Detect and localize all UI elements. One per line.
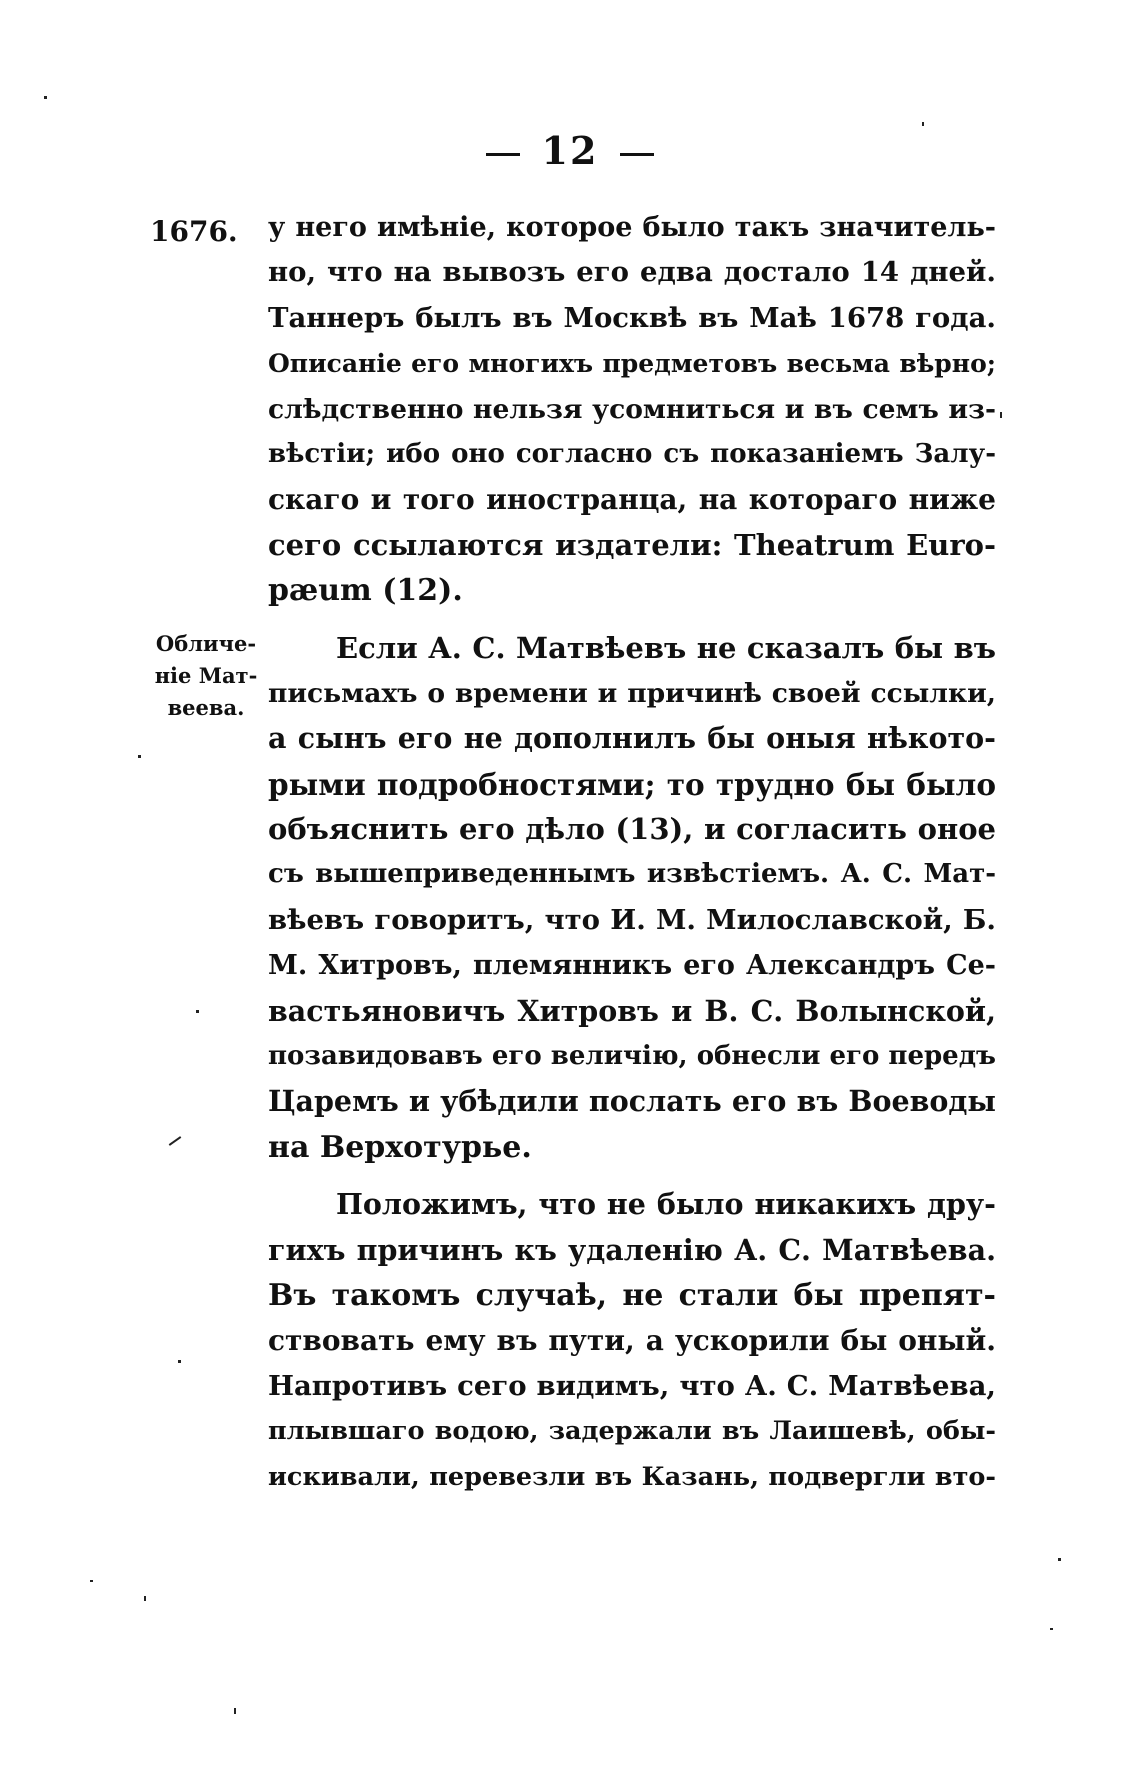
text-line: а сынъ его не дополнилъ бы оныя нѣкото-: [268, 721, 996, 756]
text-line: съ вышеприведеннымъ извѣстіемъ. А. С. Мат-: [268, 859, 996, 890]
text-line: сего ссылаются издатели: Theatrum Euro-: [268, 527, 996, 562]
text-line: ствовать ему въ пути, а ускорили бы оный.: [268, 1324, 996, 1358]
text-line: гихъ причинъ къ удаленію А. С. Матвѣева.: [268, 1232, 996, 1267]
scan-speck: [922, 122, 924, 126]
text-line: плывшаго водою, задержали въ Лаишевѣ, обы-: [268, 1416, 996, 1447]
text-line: Положимъ, что не было никакихъ дру-: [336, 1187, 996, 1222]
page-header: [0, 128, 1140, 173]
text-line: pæum (12).: [268, 573, 463, 609]
text-line: у него имѣніе, которое было такъ значитель-: [268, 212, 996, 243]
text-line: объяснить его дѣло (13), и согласить оное: [268, 812, 996, 847]
text-line: но, что на вывозъ его едва достало 14 дней.: [268, 256, 996, 289]
scan-speck: [1000, 412, 1002, 418]
scan-speck: [1058, 1558, 1061, 1561]
paragraph-1: [268, 205, 996, 614]
margin-note: [140, 628, 272, 724]
scan-speck: [234, 1708, 236, 1714]
text-line: искивали, перевезли въ Казань, подвергли вто-: [268, 1461, 996, 1492]
header-dash-right: [620, 153, 654, 156]
scan-speck: [138, 755, 141, 758]
text-line: вѣевъ говоритъ, что И. М. Милославской, Б.: [268, 903, 996, 936]
scan-speck: [90, 1580, 93, 1582]
scan-speck: [196, 1010, 199, 1013]
text-line: Описаніе его многихъ предметовъ весьма вѣрно;: [268, 349, 996, 379]
scan-speck: [178, 1360, 181, 1363]
margin-note-line: ніе Мат-: [154, 663, 258, 688]
text-line: слѣдственно нельзя усомниться и въ семъ из-: [268, 393, 996, 425]
scan-speck: [169, 1136, 182, 1146]
margin-note-line: Обличе-: [155, 631, 257, 656]
text-line: письмахъ о времени и причинѣ своей ссылки,: [268, 677, 996, 709]
scan-speck: [144, 1596, 146, 1601]
scan-speck: [1050, 1628, 1053, 1630]
scan-speck: [44, 96, 47, 99]
text-line: рыми подробностями; то трудно бы было: [268, 766, 996, 802]
header-dash-left: [486, 153, 520, 156]
paragraph-2: [268, 626, 996, 1171]
paragraph-3: [268, 1182, 996, 1500]
text-line: Напротивъ сего видимъ, что А. С. Матвѣева,: [268, 1369, 996, 1402]
text-line: вѣстіи; ибо оно согласно съ показаніемъ Залу-: [268, 438, 996, 469]
text-body: [268, 205, 996, 1500]
text-line: Таннеръ былъ въ Москвѣ въ Маѣ 1678 года.: [268, 301, 996, 334]
text-line: Царемъ и убѣдили послать его въ Воеводы: [268, 1084, 996, 1119]
text-line: Если А. С. Матвѣевъ не сказалъ бы въ: [336, 630, 996, 665]
text-line: скаго и того иностранца, на котораго ниже: [268, 483, 996, 517]
text-line: Въ такомъ случаѣ, не стали бы препят-: [268, 1277, 996, 1313]
margin-note-line: веева.: [167, 695, 245, 720]
page-number: 12: [541, 128, 599, 173]
text-line: на Верхотурье.: [268, 1129, 532, 1165]
text-line: М. Хитровъ, племянникъ его Александръ Се-: [268, 950, 996, 982]
margin-year: 1676.: [150, 215, 238, 248]
text-line: позавидовавъ его величію, обнесли его передъ: [268, 1041, 996, 1072]
text-line: вастьяновичъ Хитровъ и В. С. Волынской,: [268, 993, 996, 1028]
